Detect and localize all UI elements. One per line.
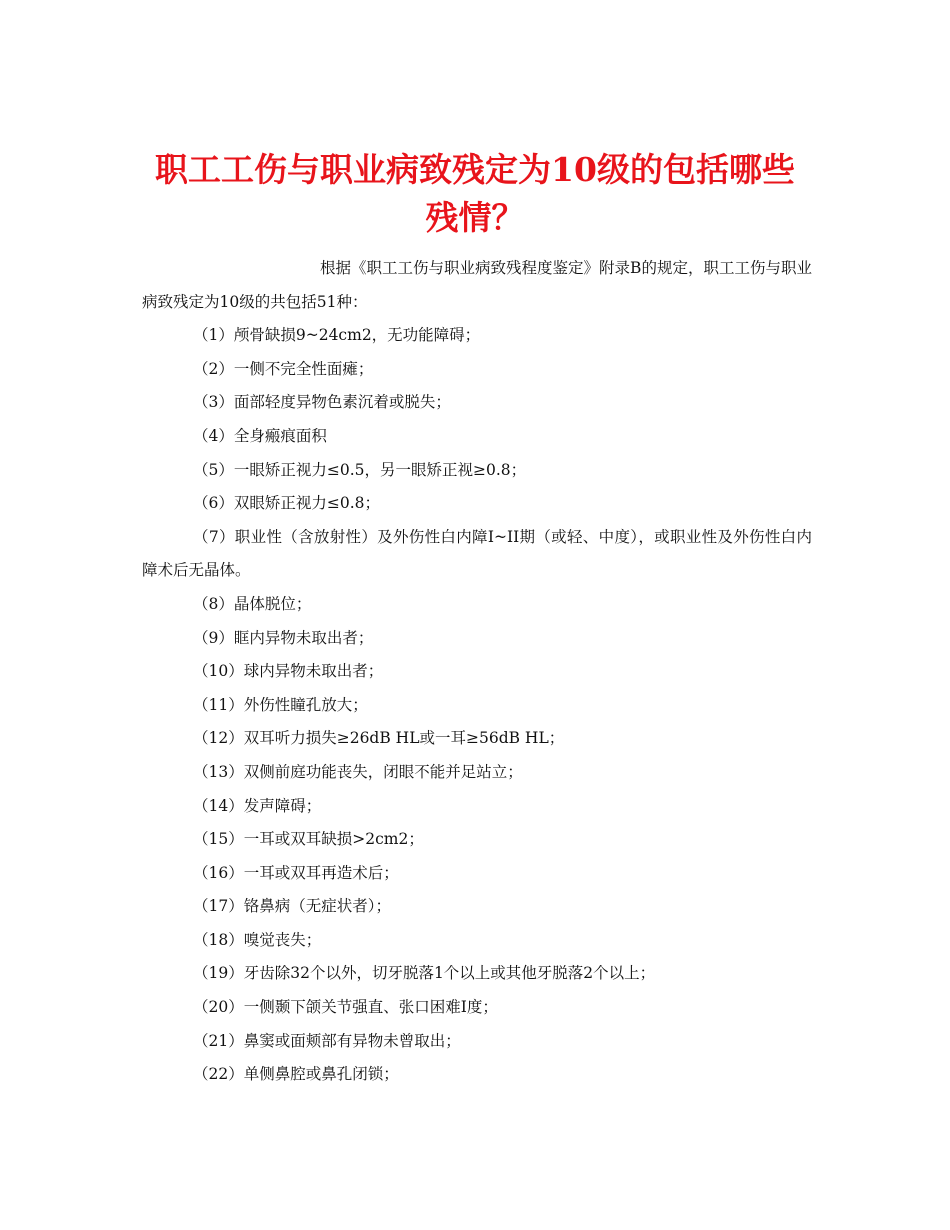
list-item: （1）颅骨缺损9~24cm2，无功能障碍； (193, 326, 481, 345)
list-item: （14）发声障碍； (193, 796, 322, 815)
document-body (142, 252, 812, 1092)
disability-list (142, 319, 812, 1092)
document-title (130, 146, 820, 242)
list-item: （2）一侧不完全性面瘫； (193, 359, 374, 378)
list-item: （12）双耳听力损失≥26dB HL或一耳≥56dB HL； (193, 729, 565, 748)
list-item: （11）外伤性瞳孔放大； (193, 695, 368, 714)
list-item: （20）一侧颞下颌关节强直、张口困难I度； (193, 998, 498, 1017)
list-item: （6）双眼矫正视力≤0.8； (193, 494, 380, 513)
list-item: （7）职业性（含放射性）及外伤性白内障I~II期（或轻、中度），或职业性及外伤性白内障术后无晶体。 (142, 527, 812, 580)
list-item: （18）嗅觉丧失； (193, 930, 322, 949)
list-item: （16）一耳或双耳再造术后； (193, 863, 399, 882)
list-item: （15）一耳或双耳缺损>2cm2； (193, 830, 424, 849)
list-item: （19）牙齿除32个以外，切牙脱落1个以上或其他牙脱落2个以上； (193, 964, 656, 983)
list-item: （4）全身瘢痕面积 (193, 426, 327, 445)
list-item: （5）一眼矫正视力≤0.5，另一眼矫正视≥0.8； (193, 460, 527, 479)
list-item: （22）单侧鼻腔或鼻孔闭锁； (193, 1065, 399, 1084)
list-item: （13）双侧前庭功能丧失，闭眼不能并足站立； (193, 762, 523, 781)
title-line-2: 残情？ (425, 198, 525, 238)
list-item: （10）球内异物未取出者； (193, 662, 384, 681)
title-line-1: 职工工伤与职业病致残定为10级的包括哪些 (155, 150, 795, 190)
list-item: （3）面部轻度异物色素沉着或脱失； (193, 393, 451, 412)
intro-paragraph: 根据《职工工伤与职业病致残程度鉴定》附录B的规定，职工工伤与职业病致残定为10级的共包括51种： (142, 259, 812, 311)
list-item: （8）晶体脱位； (193, 594, 312, 613)
list-item: （17）铬鼻病（无症状者）； (193, 897, 391, 916)
list-item: （21）鼻窦或面颊部有异物未曾取出； (193, 1031, 461, 1050)
list-item: （9）眶内异物未取出者； (193, 628, 374, 647)
